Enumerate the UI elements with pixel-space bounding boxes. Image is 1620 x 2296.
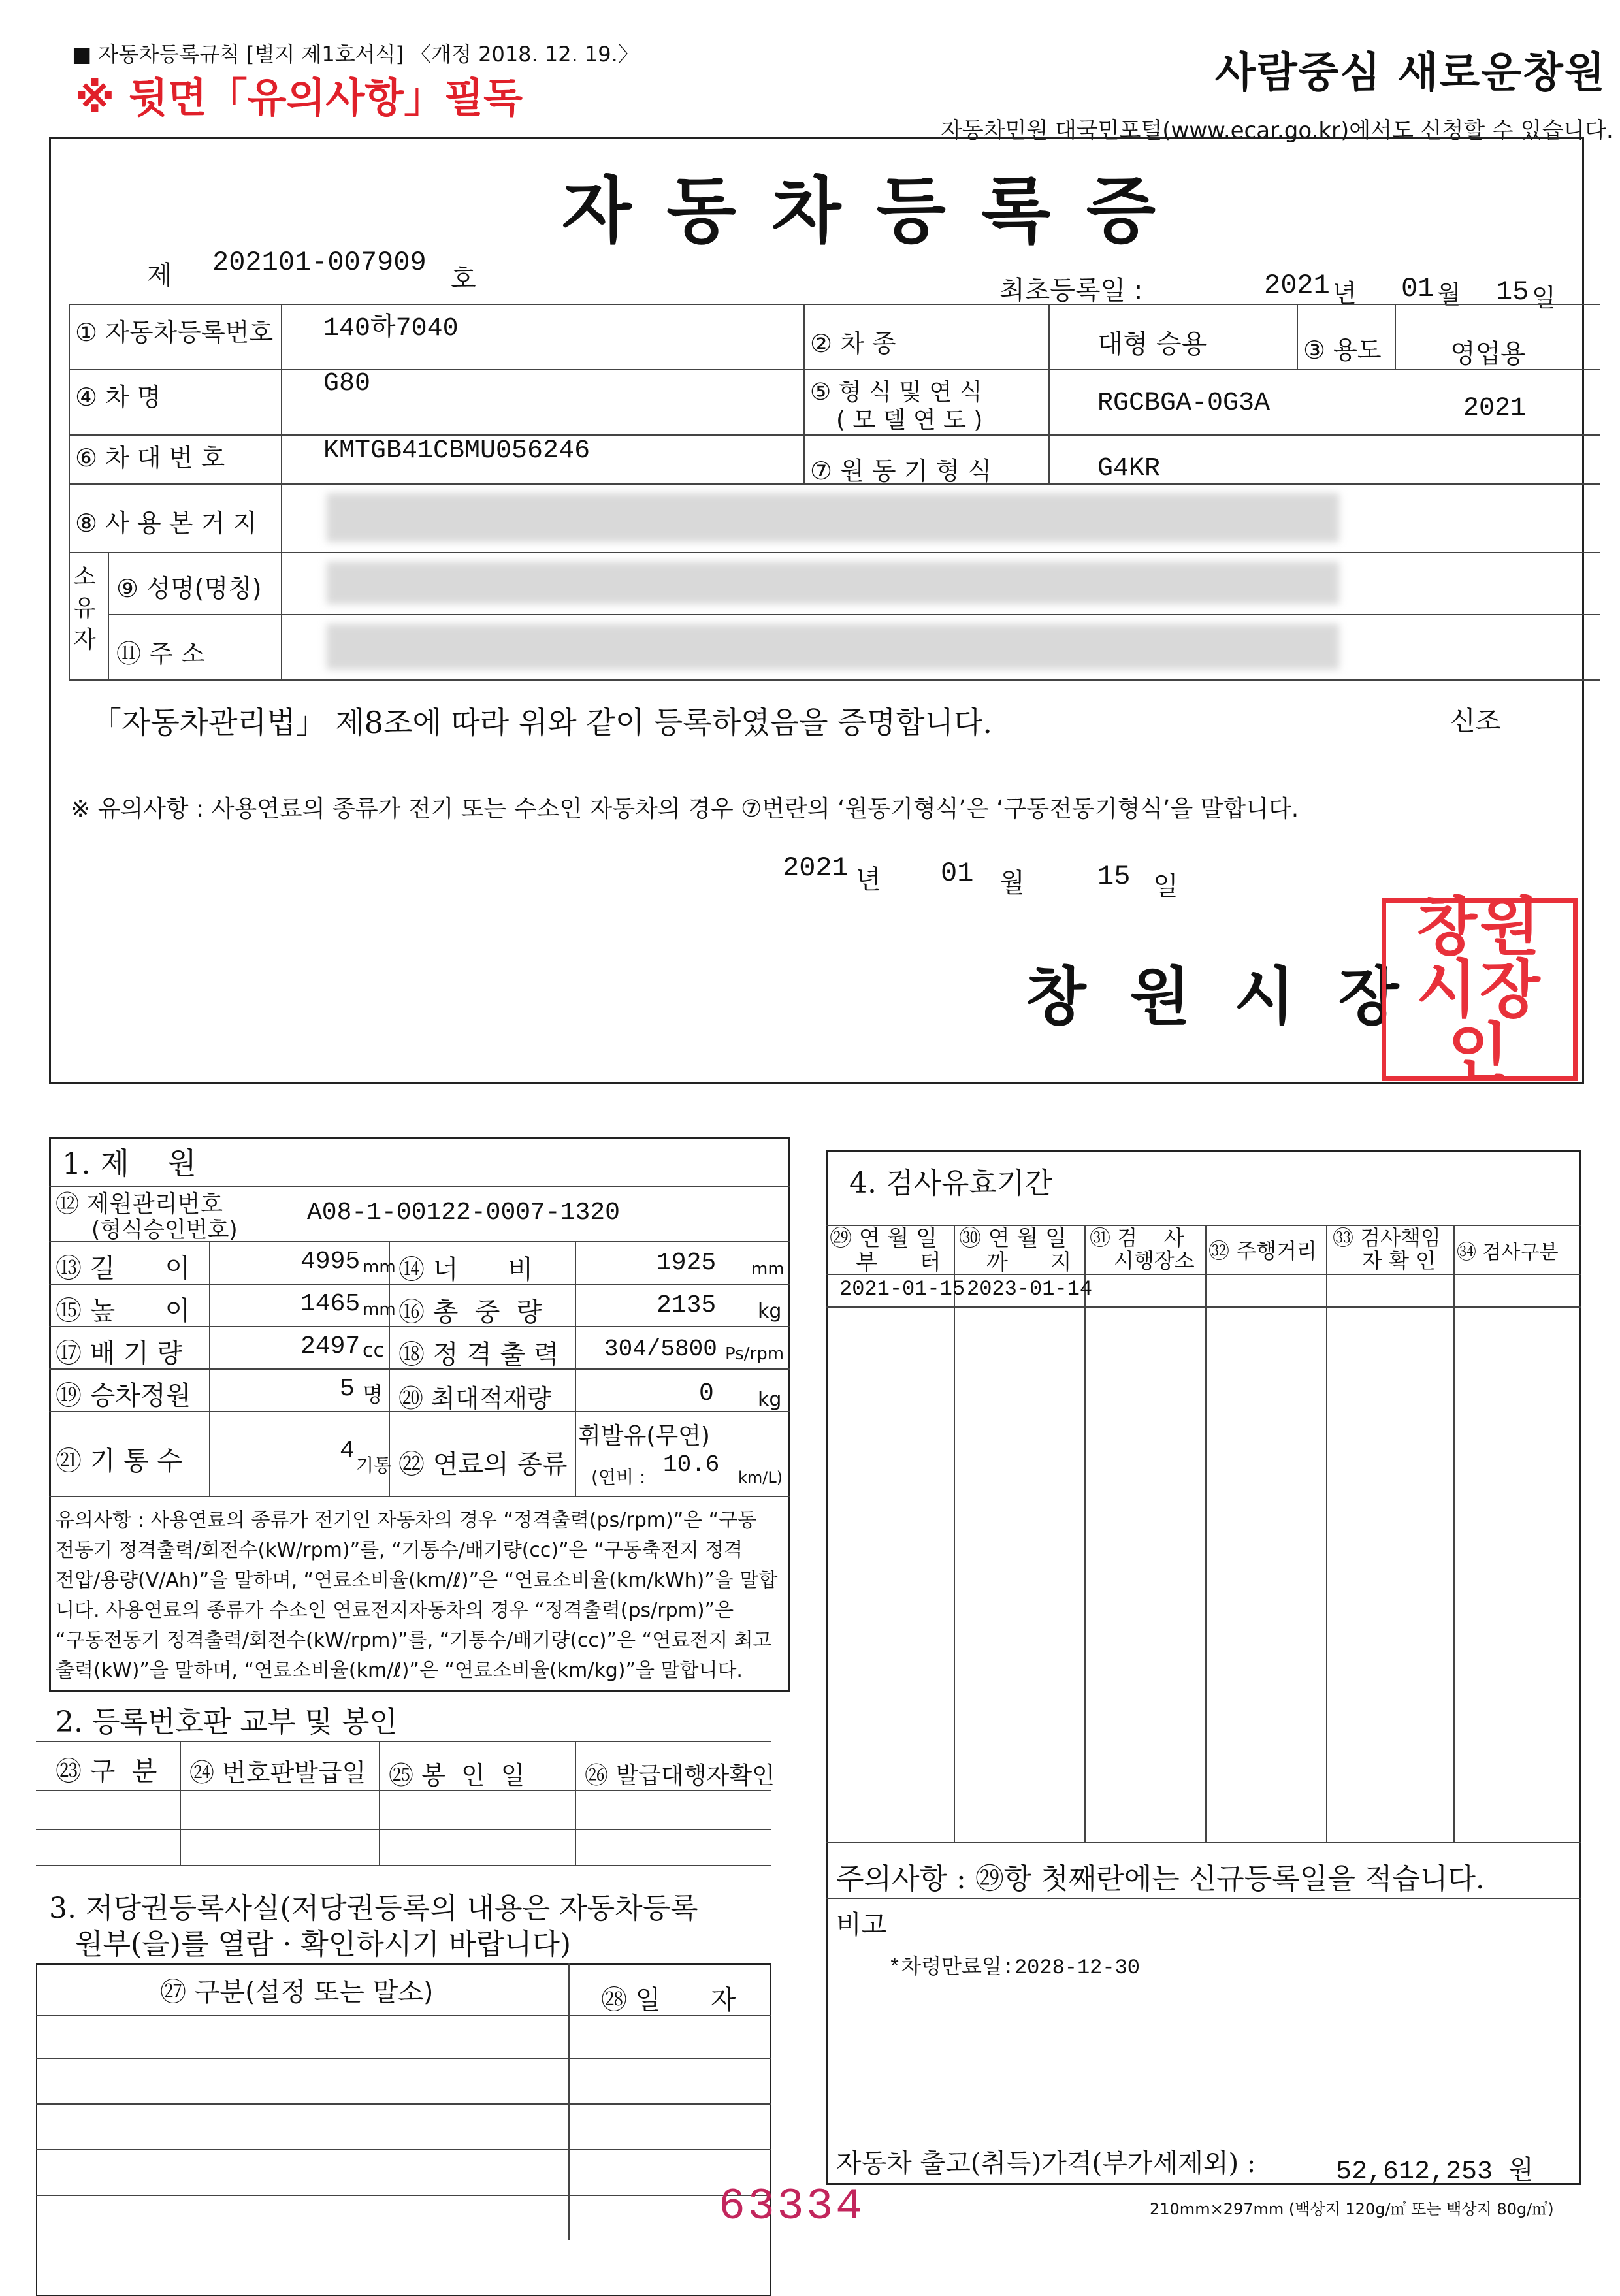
unit-height: mm [363,1300,396,1319]
issuer-name: 창 원 시 장 [1026,960,1399,1033]
first-reg-day: 15 [1496,276,1529,308]
label-engine-type: ⑦ 원 동 기 형 식 [810,457,992,485]
label-gross-weight: ⑯ 총 중 량 [398,1297,542,1327]
label-mgmt-no-line1: ⑫ 제원관리번호 [56,1191,223,1218]
label-owner-group: 소 유 자 [73,564,96,653]
label-cylinders: ㉑ 기 통 수 [56,1446,183,1476]
value-vehicle-name: G80 [323,369,371,398]
mortgage-title-line1: 3. 저당권등록사실(저당권등록의 내용은 자동차등록 [49,1892,698,1925]
insp-col-from-line2: 부 터 [856,1250,941,1276]
mortgage-col-category: ㉗ 구분(설정 또는 말소) [160,1977,434,2007]
unit-fuel-efficiency: km/L) [738,1468,783,1487]
label-address: ⑪ 주 소 [116,639,205,668]
value-fuel-efficiency: 10.6 [663,1451,720,1478]
issue-day: 15 [1097,861,1131,892]
inspection-box [826,1150,1581,2185]
notice-red: ※ 뒷면「유의사항」필독 [75,74,523,121]
spec-title: 1. 제 원 [62,1146,197,1181]
insp-row-from: 2021-01-15 [839,1277,965,1301]
insp-col-place-line1: ㉛ 검 사 [1090,1225,1184,1250]
label-height: ⑮ 높 이 [56,1296,191,1326]
value-reg-number: 140하7040 [323,314,459,344]
plate-section-title: 2. 등록번호판 교부 및 봉인 [56,1706,397,1739]
seal-text: 창원시장인 [1416,890,1543,1089]
label-length: ⑬ 길 이 [56,1253,191,1284]
insp-col-to-line1: ㉚ 연 월 일 [959,1225,1067,1252]
issue-month: 01 [941,858,974,889]
insp-col-inspector-line1: ㉝ 검사책임 [1333,1225,1441,1250]
label-reg-number: ① 자동차등록번호 [75,318,274,347]
label-fuel-type: ㉒ 연료의 종류 [398,1449,568,1479]
value-cylinders: 4 [340,1437,355,1465]
mortgage-col-date: ㉘ 일 자 [601,1985,736,2015]
label-seats: ⑲ 승차정원 [56,1381,191,1411]
label-owner-name: ⑨ 성명(명칭) [116,574,262,603]
inspection-title: 4. 검사유효기간 [849,1167,1052,1200]
issue-month-unit: 월 [999,868,1025,898]
value-mgmt-no: A08-1-00122-0007-1320 [307,1199,620,1227]
redacted-owner-name [327,562,1339,604]
value-displacement: 2497 [300,1333,361,1361]
label-model-year-line1: ⑤ 형 식 및 연 식 [810,379,982,406]
type-word: 신조 [1450,706,1501,736]
first-reg-day-unit: 일 [1532,283,1556,312]
label-rated-power: ⑱ 정 격 출 력 [398,1340,559,1370]
value-model: RGCBGA-0G3A [1097,389,1271,418]
insp-col-to-line2: 까 지 [986,1250,1072,1276]
label-width: ⑭ 너 비 [398,1255,534,1285]
remark-value: *차령만료일:2028-12-30 [888,1956,1140,1980]
value-height: 1465 [300,1290,361,1318]
label-max-load: ⑳ 최대적재량 [398,1384,551,1413]
label-fuel-efficiency: (연비 : [591,1466,646,1488]
unit-seats: 명 [363,1382,383,1407]
issue-year-unit: 년 [856,865,881,895]
label-usage: ③ 용도 [1303,336,1382,364]
value-engine-type: G4KR [1097,454,1161,483]
spec-note-line: 출력(kW)”을 말하며, “연료소비율(km/ℓ)”은 “연료소비율(km/kg)”을 말합니다. [56,1659,743,1682]
unit-length: mm [363,1257,396,1277]
serial-number: 63334 [719,2182,866,2232]
redacted-address [327,624,1339,670]
insp-col-inspector-line2: 자 확 인 [1362,1248,1436,1273]
issue-year: 2021 [783,852,849,884]
label-mgmt-no-line2: (형식승인번호) [91,1217,238,1243]
value-vin: KMTGB41CBMU056246 [323,436,591,466]
spec-note-line: “구동전동기 정격출력/회전수(kW/rpm)”를, “기통수/배기량(cc)”은 “연료전지 최고 [56,1629,772,1652]
value-max-load: 0 [699,1380,714,1408]
cert-no-value: 202101-007909 [212,247,427,278]
label-model-year-line2: ( 모 델 연 도 ) [836,407,983,434]
value-seats: 5 [340,1375,355,1403]
official-seal [1382,890,1578,1089]
online-notice: 자동차민원 대국민포털(www.ecar.go.kr)에서도 신청할 수 있습니다. [941,118,1613,144]
value-model-year: 2021 [1463,394,1527,423]
unit-max-load: kg [758,1388,782,1411]
paper-size-note: 210mm×297mm (백상지 120g/㎡ 또는 백상지 80g/㎡) [1150,2200,1554,2218]
unit-width: mm [751,1259,785,1279]
plate-col-seal-date: ㉕ 봉 인 일 [389,1761,525,1790]
redacted-base-location [327,493,1339,542]
cert-no-prefix: 제 [147,261,172,291]
price-value: 52,612,253 원 [1336,2158,1534,2187]
remark-label: 비고 [836,1910,887,1940]
value-rated-power: 304/5800 [604,1336,717,1363]
insp-col-category: ㉞ 검사구분 [1457,1241,1559,1264]
certificate-title: 자 동 차 등 록 증 [562,169,1161,253]
price-label: 자동차 출고(취득)가격(부가세제외) : [836,2148,1256,2178]
value-vehicle-type: 대형 승용 [1097,329,1207,359]
plate-col-category: ㉓ 구 분 [56,1756,157,1787]
label-base-location: ⑧ 사 용 본 거 지 [75,509,257,538]
certify-text: 「자동차관리법」 제8조에 따라 위와 같이 등록하였음을 증명합니다. [91,705,992,740]
form-reference: ■ 자동차등록규칙 [별지 제1호서식] 〈개정 2018. 12. 19.〉 [72,42,639,67]
first-reg-year-unit: 년 [1333,279,1357,308]
value-usage: 영업용 [1450,339,1526,369]
unit-gross-weight: kg [758,1300,782,1323]
unit-rated-power: Ps/rpm [725,1344,785,1364]
inspection-caution: 주의사항 : ㉙항 첫째란에는 신규등록일을 적습니다. [836,1862,1485,1896]
spec-note-line: 전압/용량(V/Ah)”을 말하며, “연료소비율(km/ℓ)”은 “연료소비율(km/kWh)”을 말합 [56,1569,778,1592]
value-width: 1925 [656,1249,717,1277]
insp-col-from-line1: ㉙ 연 월 일 [830,1225,937,1252]
spec-note-line: 니다. 사용연료의 종류가 수소인 연료전지자동차의 경우 “정격출력(ps/rpm)”은 [56,1599,734,1622]
fuel-note: ※ 유의사항 : 사용연료의 종류가 전기 또는 수소인 자동차의 경우 ⑦번란의 ‘원동기형식’은 ‘구동전동기형식’을 말합니다. [71,796,1299,822]
plate-col-agent-confirm: ㉖ 발급대행자확인 [585,1762,775,1789]
first-reg-label: 최초등록일 : [999,276,1143,306]
value-gross-weight: 2135 [656,1291,717,1319]
issue-day-unit: 일 [1153,871,1178,901]
first-reg-month: 01 [1401,273,1434,304]
label-vehicle-name: ④ 차 명 [75,383,161,412]
first-reg-month-unit: 월 [1437,280,1461,309]
insp-col-place-line2: 시행장소 [1114,1248,1195,1273]
unit-displacement: cc [363,1339,384,1362]
plate-col-issue-date: ㉔ 번호판발급일 [189,1758,366,1787]
value-fuel-type: 휘발유(무연) [578,1423,710,1449]
spec-note-line: 유의사항 : 사용연료의 종류가 전기인 자동차의 경우 “정격출력(ps/rpm)”은 “구동 [56,1509,757,1532]
cert-no-suffix: 호 [451,264,476,294]
insp-row-to: 2023-01-14 [967,1277,1093,1301]
spec-note-line: 전동기 정격출력/회전수(kW/rpm)”를, “기통수/배기량(cc)”은 “구동축전지 정격 [56,1539,743,1562]
label-vin: ⑥ 차 대 번 호 [75,444,225,472]
unit-cylinders: 기통 [356,1455,392,1476]
first-reg-year: 2021 [1264,270,1330,301]
slogan-logo: 사람중심 새로운창원 [1215,49,1606,97]
label-displacement: ⑰ 배 기 량 [56,1338,183,1368]
value-length: 4995 [300,1248,361,1276]
spec-note [56,1506,781,1686]
label-vehicle-type: ② 차 종 [810,329,896,358]
insp-col-mileage: ㉜ 주행거리 [1208,1238,1317,1263]
mortgage-title-line2: 원부(을)를 열람 · 확인하시기 바랍니다) [75,1928,571,1961]
